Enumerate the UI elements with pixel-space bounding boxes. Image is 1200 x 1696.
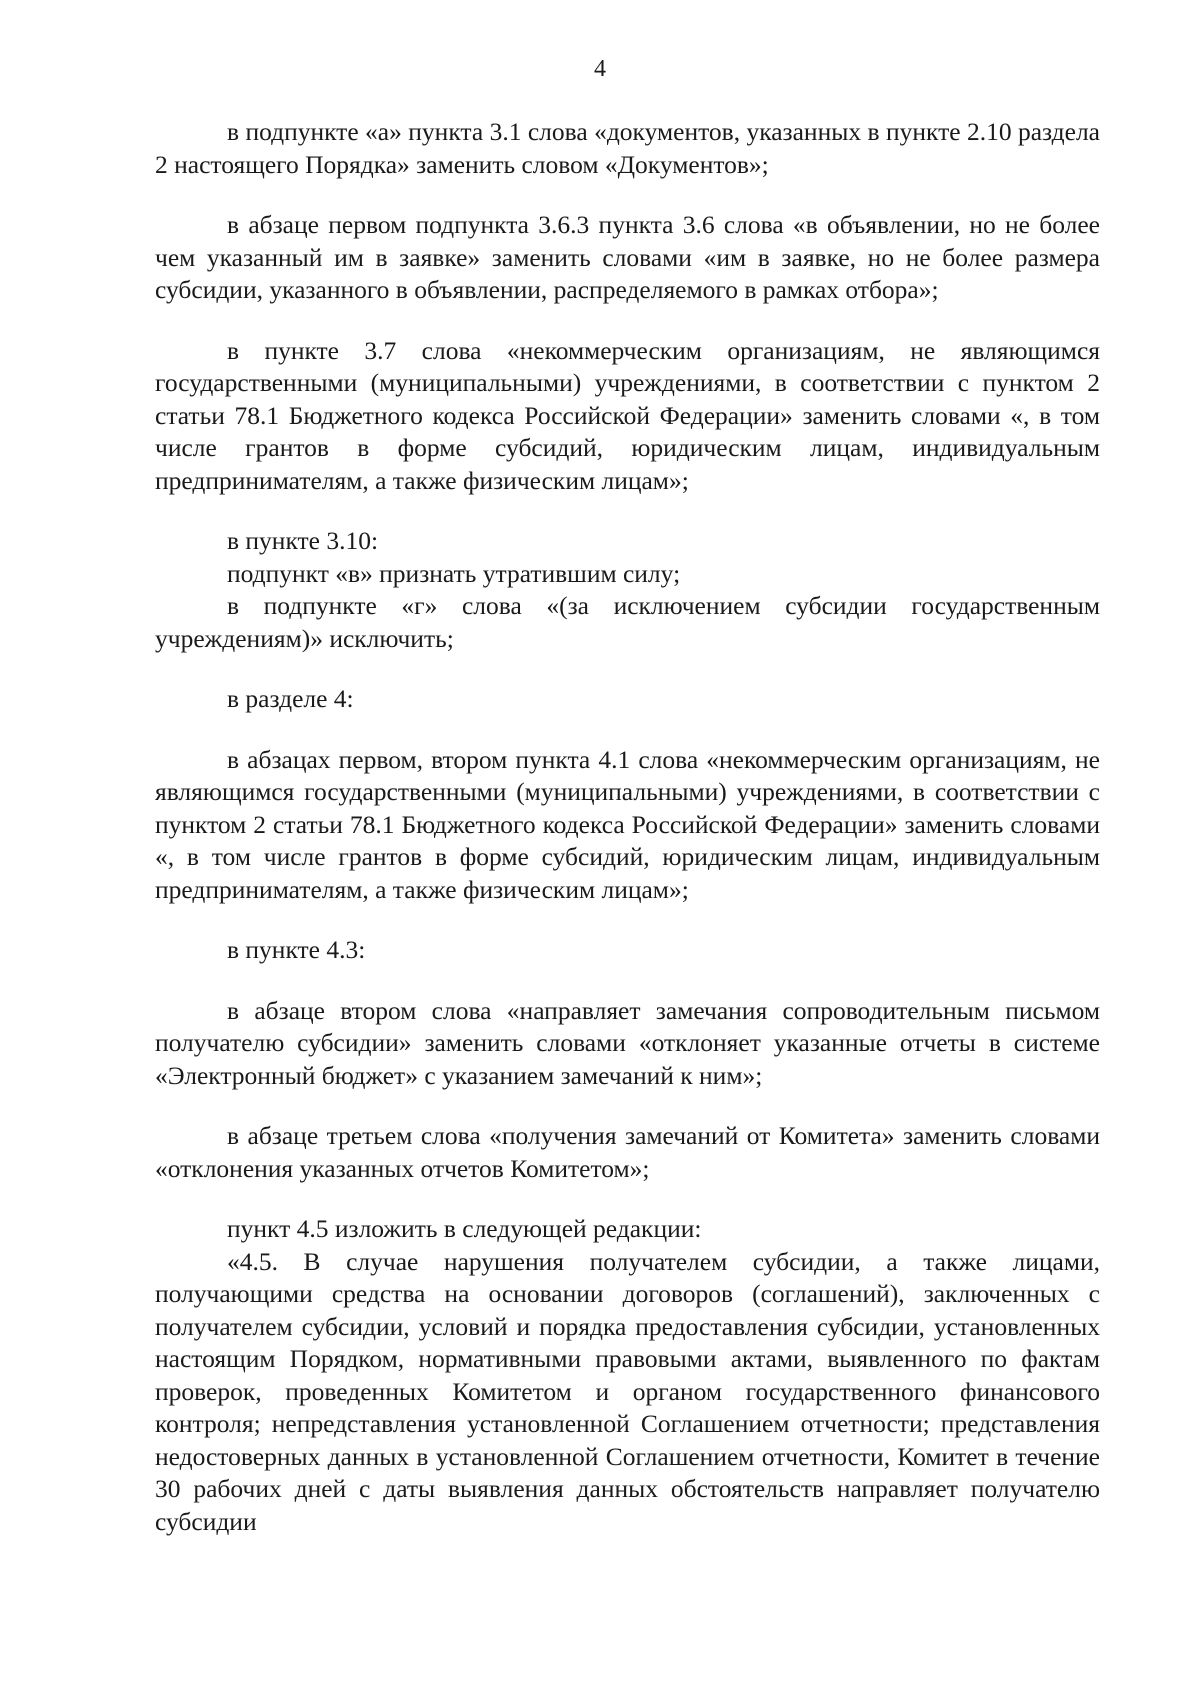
document-body: [155, 116, 1100, 1538]
paragraph-6: в подпункте «г» слова «(за исключением субсидии государственным учреждениям)» исключить;: [155, 591, 1100, 653]
paragraph-7: в разделе 4:: [227, 684, 354, 713]
page-number: 4: [594, 56, 606, 82]
paragraph-13: «4.5. В случае нарушения получателем субсидии, а также лицами, получающими средства на основании договоров (соглашений), заключенных с получателем субсидии, условий и порядка предоставления субсидии, установленных настоящим Порядком, нормативными правовыми актами, выявленного по фактам проверок, проведенных Комитетом и органом государственного финансового контроля; непредставления установленной Соглашением отчетности; представления недостоверных данных в установленной Соглашением отчетности, Комитет в течение 30 рабочих дней с даты выявления данных обстоятельств направляет получателю субсидии: [155, 1246, 1100, 1536]
paragraph-5: подпункт «в» признать утратившим силу;: [227, 558, 681, 588]
paragraph-3: в пункте 3.7 слова «некоммерческим организациям, не являющимся государственными (муниципальными) учреждениями, в соответствии с пунктом 2 статьи 78.1 Бюджетного кодекса Российской Федерации» заменить словами «, в том числе грантов в форме субсидий, юридическим лицам, индивидуальным предпринимателям, а также физическим лицам»;: [155, 335, 1100, 495]
paragraph-2: в абзаце первом подпункта 3.6.3 пункта 3.6 слова «в объявлении, но не более чем указанный им в заявке» заменить словами «им в заявке, но не более размера субсидии, указанного в объявлении, распределяемого в рамках отбора»;: [155, 210, 1100, 304]
paragraph-12: пункт 4.5 изложить в следующей редакции:: [227, 1214, 702, 1243]
paragraph-4: в пункте 3.10:: [227, 526, 379, 555]
paragraph-8: в абзацах первом, втором пункта 4.1 слова «некоммерческим организациям, не являющимся государственными (муниципальными) учреждениями, в соответствии с пунктом 2 статьи 78.1 Бюджетного кодекса Российской Федерации» заменить словами «, в том числе грантов в форме субсидий, юридическим лицам, индивидуальным предпринимателям, а также физическим лицам»;: [155, 744, 1100, 904]
paragraph-11: в абзаце третьем слова «получения замечаний от Комитета» заменить словами «отклонения указанных отчетов Комитетом»;: [155, 1121, 1100, 1183]
paragraph-9: в пункте 4.3:: [227, 935, 366, 964]
paragraph-1: в подпункте «а» пункта 3.1 слова «документов, указанных в пункте 2.10 раздела 2 настоящего Порядка» заменить словом «Документов»;: [155, 117, 1100, 179]
paragraph-10: в абзаце втором слова «направляет замечания сопроводительным письмом получателю субсидии» заменить словами «отклоняет указанные отчеты в системе «Электронный бюджет» с указанием замечаний к ним»;: [155, 995, 1100, 1090]
